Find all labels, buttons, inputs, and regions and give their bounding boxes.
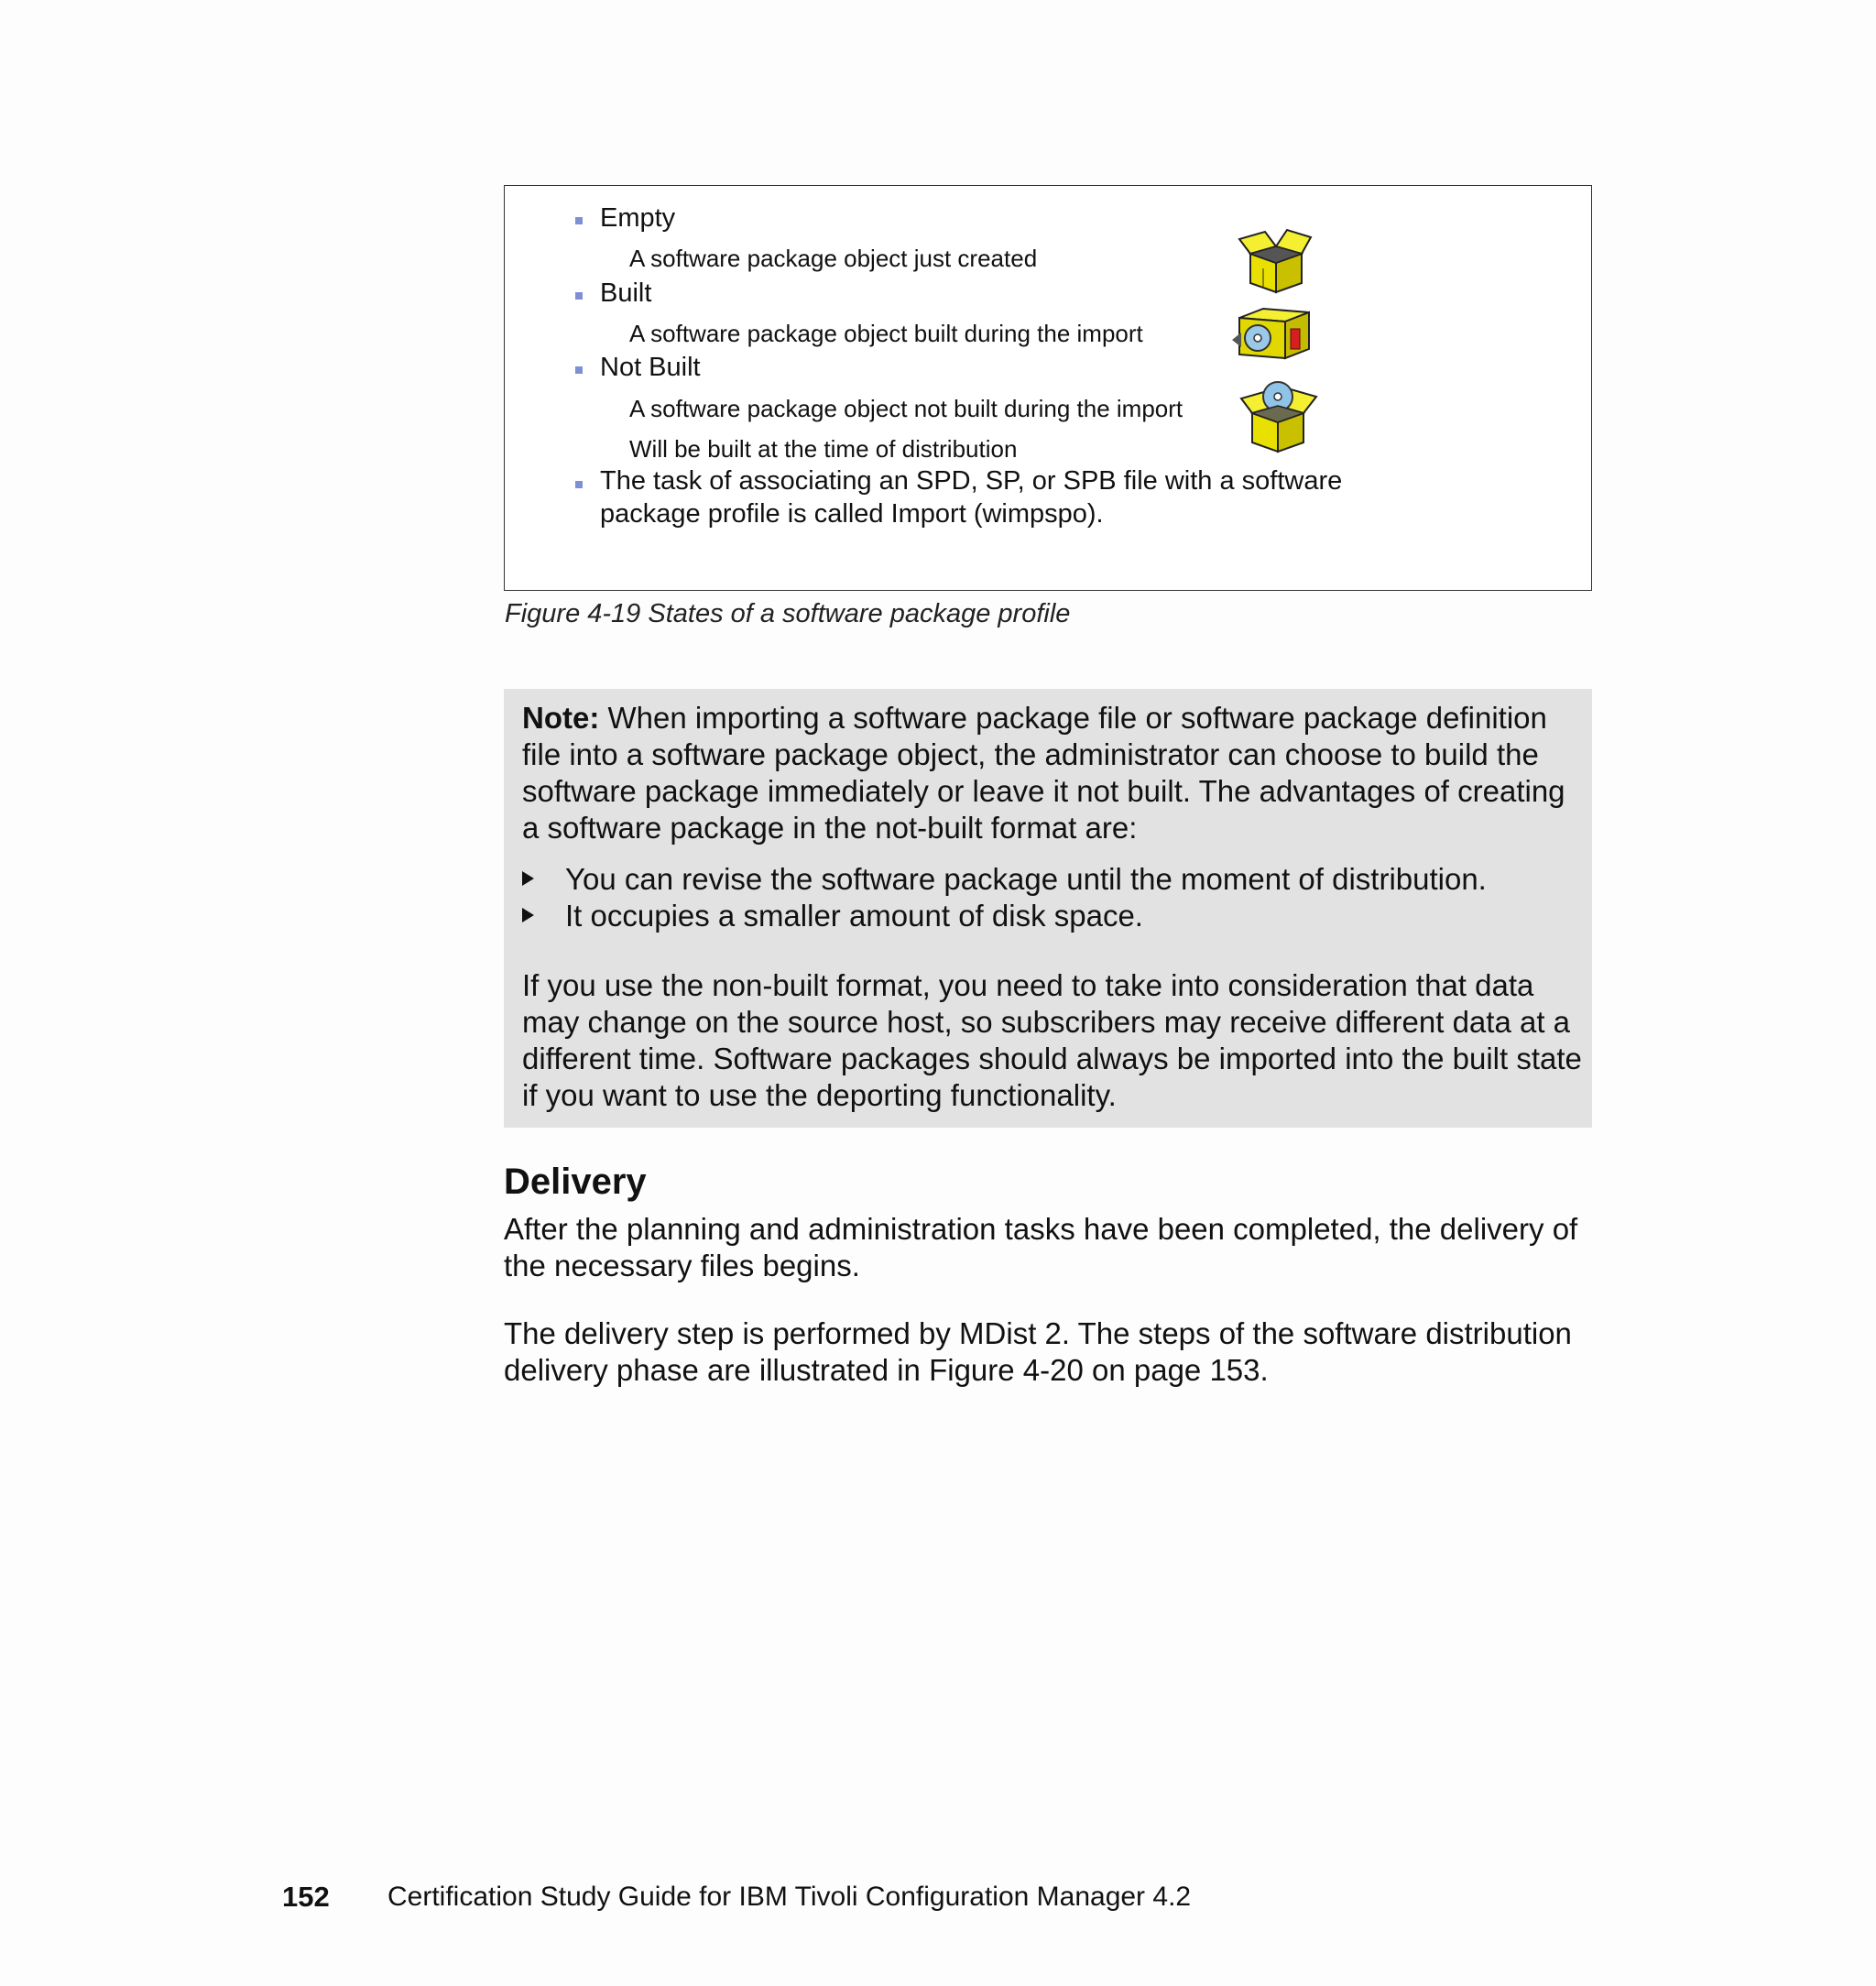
footer-book-title: Certification Study Guide for IBM Tivoli Configuration Manager 4.2	[387, 1882, 1192, 1912]
page-number: 152	[282, 1881, 330, 1913]
note-intro-text: When importing a software package file or software package definition file into a software package object, the administrator can choose to build the software package immediately or leave it not built. The advantages of creating a software package in the not-built format are:	[522, 701, 1565, 845]
bullet-square	[575, 217, 583, 224]
body-paragraph: After the planning and administration tasks have been completed, the delivery of the necessary files begins.	[504, 1212, 1578, 1282]
note-box	[504, 689, 1592, 1128]
state-desc-not-built-2: Will be built at the time of distribution	[629, 435, 1018, 463]
note-label: Note:	[522, 701, 600, 735]
figure-caption: Figure 4-19 States of a software package profile	[505, 599, 1071, 628]
state-desc-not-built-1: A software package object not built during the import	[629, 395, 1183, 422]
state-label-not-built: Not Built	[600, 353, 701, 382]
note-closing-paragraph: If you use the non-built format, you need to take into consideration that data may change on the source host, so subscribers may receive different data at a different time. Software packages should always be imported into the built state if you want to use the deporting functionality.	[522, 968, 1582, 1112]
note-bullet-text: You can revise the software package until the moment of distribution.	[565, 862, 1487, 896]
state-label-empty: Empty	[600, 203, 676, 233]
state-label-built: Built	[600, 278, 652, 308]
import-note-line-2: package profile is called Import (wimpspo).	[600, 499, 1104, 529]
bullet-square	[575, 366, 583, 374]
state-desc-empty: A software package object just created	[629, 245, 1038, 272]
open-box-with-cd-icon	[1238, 376, 1320, 453]
triangle-bullet-icon	[522, 908, 534, 922]
bullet-square	[575, 481, 583, 488]
sealed-box-icon	[1230, 303, 1314, 362]
body-paragraph: The delivery step is performed by MDist 2. The steps of the software distribution delivery phase are illustrated in Figure 4-20 on page 153.	[504, 1316, 1572, 1387]
bullet-square	[575, 292, 583, 300]
open-box-icon	[1238, 226, 1313, 296]
section-heading: Delivery	[504, 1162, 647, 1202]
state-desc-built: A software package object built during the import	[629, 320, 1143, 347]
note-intro-paragraph	[522, 700, 1585, 846]
note-bullet-item	[522, 861, 1487, 898]
triangle-bullet-icon	[522, 871, 534, 886]
import-note-line-1: The task of associating an SPD, SP, or SPB file with a software	[600, 466, 1343, 496]
note-bullet-text: It occupies a smaller amount of disk space.	[565, 899, 1143, 933]
figure-states-box	[504, 185, 1592, 591]
note-bullet-item	[522, 898, 1143, 934]
